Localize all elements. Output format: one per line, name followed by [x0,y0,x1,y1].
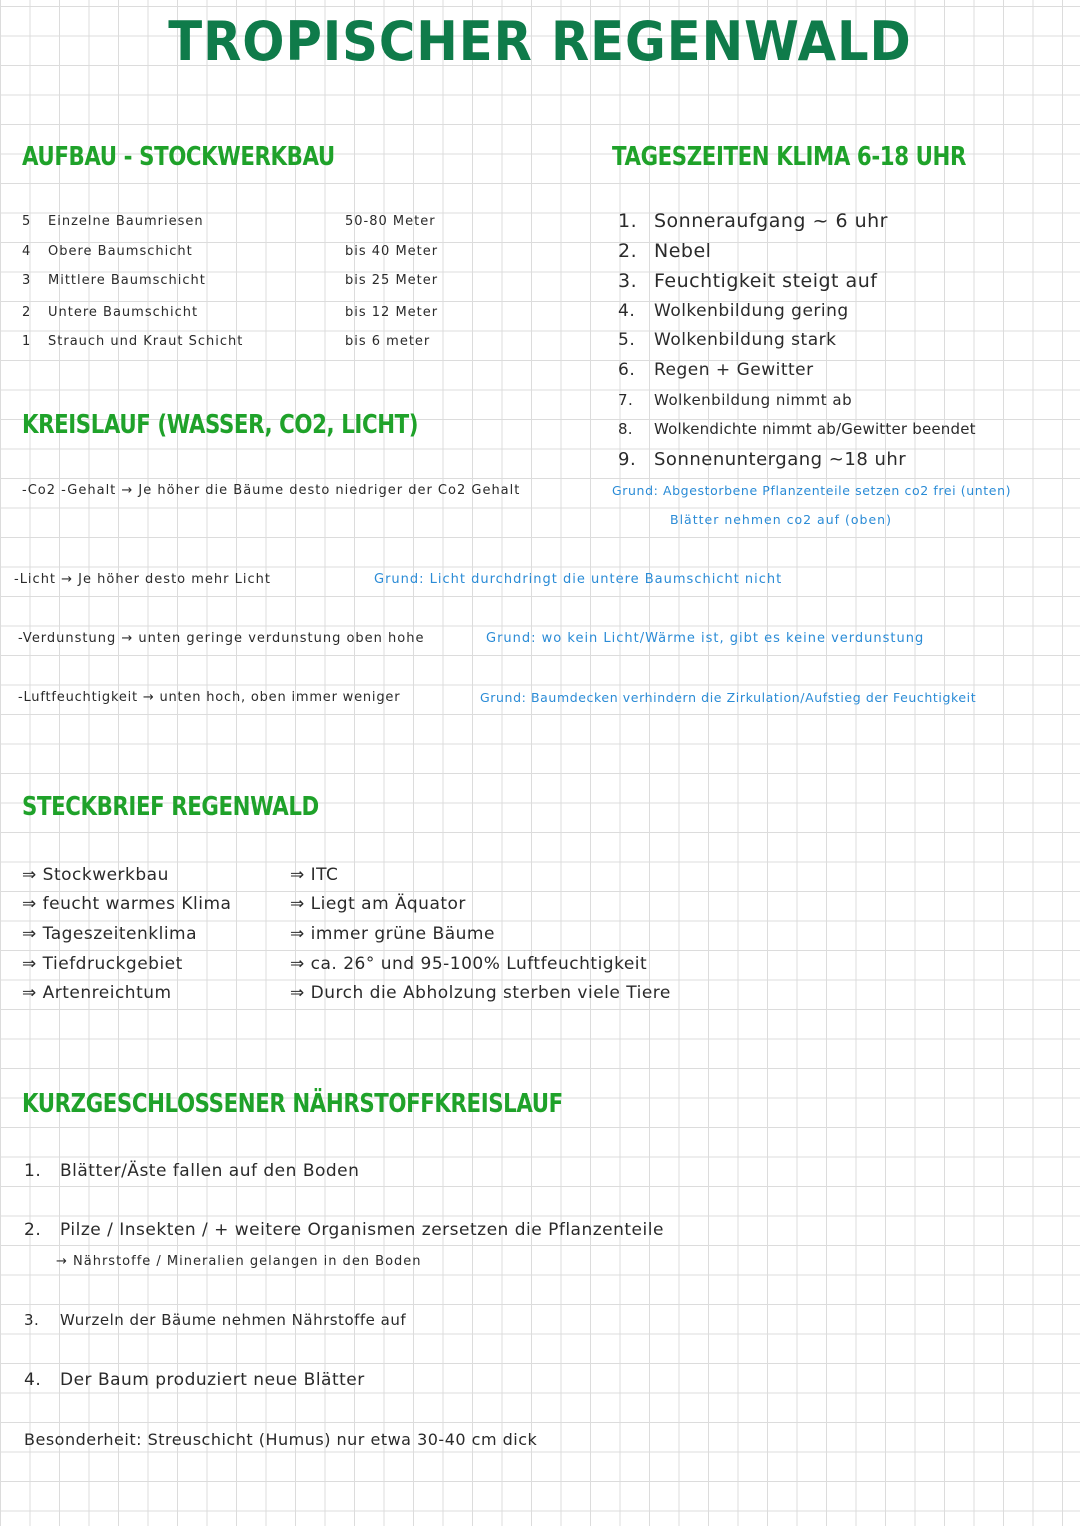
tageszeiten-item-num: 6. [618,360,636,380]
aufbau-row-num: 4 [22,244,32,259]
besonderheit-text: Besonderheit: Streuschicht (Humus) nur etwa 30-40 cm dick [24,1430,538,1449]
tageszeiten-heading: TAGESZEITEN KLIMA 6-18 UHR [612,142,967,172]
tageszeiten-item-num: 5. [618,330,636,350]
steckbrief-item: ⇒ Artenreichtum [22,983,172,1003]
naehrstoff-step-text: Der Baum produziert neue Blätter [60,1370,365,1390]
aufbau-row [22,244,193,259]
aufbau-row-layer: Untere Baumschicht [48,305,199,320]
naehrstoff-step [24,1220,664,1240]
naehrstoff-step-text: Pilze / Insekten / + weitere Organismen zersetzen die Pflanzenteile [60,1220,664,1240]
verdunstung-reason: Grund: wo kein Licht/Wärme ist, gibt es keine verdunstung [486,631,925,646]
aufbau-row-height: bis 25 Meter [345,273,439,288]
steckbrief-item: ⇒ feucht warmes Klima [22,894,232,914]
verdunstung-label: -Verdunstung → unten geringe verdunstung oben hohe [18,631,425,646]
tageszeiten-item-text: Wolkendichte nimmt ab/Gewitter beendet [654,420,976,438]
tageszeiten-item [618,391,852,409]
tageszeiten-item [618,420,976,438]
aufbau-row [22,305,198,320]
steckbrief-item: ⇒ Tiefdruckgebiet [22,954,183,974]
tageszeiten-item-text: Sonneraufgang ~ 6 uhr [654,210,888,232]
aufbau-row-layer: Strauch und Kraut Schicht [48,334,244,349]
aufbau-row-height: bis 12 Meter [345,305,439,320]
page-title: TROPISCHER REGENWALD [168,10,912,73]
tageszeiten-item-num: 2. [618,240,638,262]
naehrstoff-step-num: 1. [24,1161,42,1181]
aufbau-row-num: 3 [22,273,32,288]
kreislauf-heading: KREISLAUF (WASSER, CO2, LICHT) [22,410,419,440]
tageszeiten-item [618,330,836,350]
luftfeuchtigkeit-label: -Luftfeuchtigkeit → unten hoch, oben immer weniger [18,690,401,705]
tageszeiten-item [618,270,877,292]
tageszeiten-item [618,301,849,321]
steckbrief-item: ⇒ Durch die Abholzung sterben viele Tiere [290,983,671,1003]
aufbau-row-num: 1 [22,334,32,349]
naehrstoff-step-text: → Nährstoffe / Mineralien gelangen in den Boden [56,1254,422,1269]
tageszeiten-item [618,449,906,470]
naehrstoff-step [24,1311,406,1329]
aufbau-row-height: bis 40 Meter [345,244,439,259]
steckbrief-item: ⇒ Tageszeitenklima [22,924,198,944]
steckbrief-heading: STECKBRIEF REGENWALD [22,792,319,822]
naehrstoff-step [24,1161,359,1181]
aufbau-row [22,273,206,288]
naehrstoff-step-num: 4. [24,1370,42,1390]
aufbau-row-height: bis 6 meter [345,334,431,349]
licht-reason: Grund: Licht durchdringt die untere Baumschicht nicht [374,572,783,587]
steckbrief-item: ⇒ Stockwerkbau [22,865,169,885]
naehrstoff-step [24,1370,365,1390]
aufbau-row-num: 2 [22,305,32,320]
aufbau-row [22,214,204,229]
steckbrief-item: ⇒ Liegt am Äquator [290,894,466,914]
naehrstoff-step-text: Wurzeln der Bäume nehmen Nährstoffe auf [60,1311,407,1329]
naehrstoff-step-num: 3. [24,1311,40,1329]
tageszeiten-item-num: 4. [618,301,636,321]
naehrstoff-step-num: 2. [24,1220,42,1240]
tageszeiten-item-num: 9. [618,449,637,470]
naehrstoff-step-text: Blätter/Äste fallen auf den Boden [60,1161,360,1181]
steckbrief-item: ⇒ ITC [290,865,339,885]
tageszeiten-item-text: Wolkenbildung nimmt ab [654,391,853,409]
tageszeiten-item-text: Wolkenbildung stark [654,330,837,350]
co2-reason: Grund: Abgestorbene Pflanzenteile setzen co2 frei (unten) [612,483,1012,498]
tageszeiten-item-text: Nebel [654,240,712,262]
luftfeuchtigkeit-reason: Grund: Baumdecken verhindern die Zirkulation/Aufstieg der Feuchtigkeit [480,690,977,705]
steckbrief-item: ⇒ immer grüne Bäume [290,924,495,944]
aufbau-row-layer: Mittlere Baumschicht [48,273,206,288]
tageszeiten-item [618,360,814,380]
tageszeiten-item-text: Sonnenuntergang ~18 uhr [654,449,907,470]
tageszeiten-item [618,210,888,232]
tageszeiten-item-text: Feuchtigkeit steigt auf [654,270,878,292]
naehrstoff-substep [56,1254,422,1269]
aufbau-row [22,334,243,349]
aufbau-row-height: 50-80 Meter [345,214,436,229]
aufbau-heading: AUFBAU - STOCKWERKBAU [22,142,335,172]
steckbrief-item: ⇒ ca. 26° und 95-100% Luftfeuchtigkeit [290,954,648,974]
co2-reason-2: Blätter nehmen co2 auf (oben) [670,512,892,527]
aufbau-row-num: 5 [22,214,32,229]
licht-label: -Licht → Je höher desto mehr Licht [14,572,271,587]
tageszeiten-item-text: Wolkenbildung gering [654,301,849,321]
aufbau-row-layer: Einzelne Baumriesen [48,214,204,229]
tageszeiten-item [618,240,711,262]
aufbau-row-layer: Obere Baumschicht [48,244,193,259]
naehrstoff-heading: KURZGESCHLOSSENER NÄHRSTOFFKREISLAUF [22,1089,563,1119]
tageszeiten-item-num: 1. [618,210,638,232]
tageszeiten-item-num: 7. [618,391,634,409]
tageszeiten-item-num: 3. [618,270,638,292]
tageszeiten-item-text: Regen + Gewitter [654,360,814,380]
tageszeiten-item-num: 8. [618,420,633,438]
co2-label: -Co2 -Gehalt → Je höher die Bäume desto niedriger der Co2 Gehalt [22,483,521,498]
